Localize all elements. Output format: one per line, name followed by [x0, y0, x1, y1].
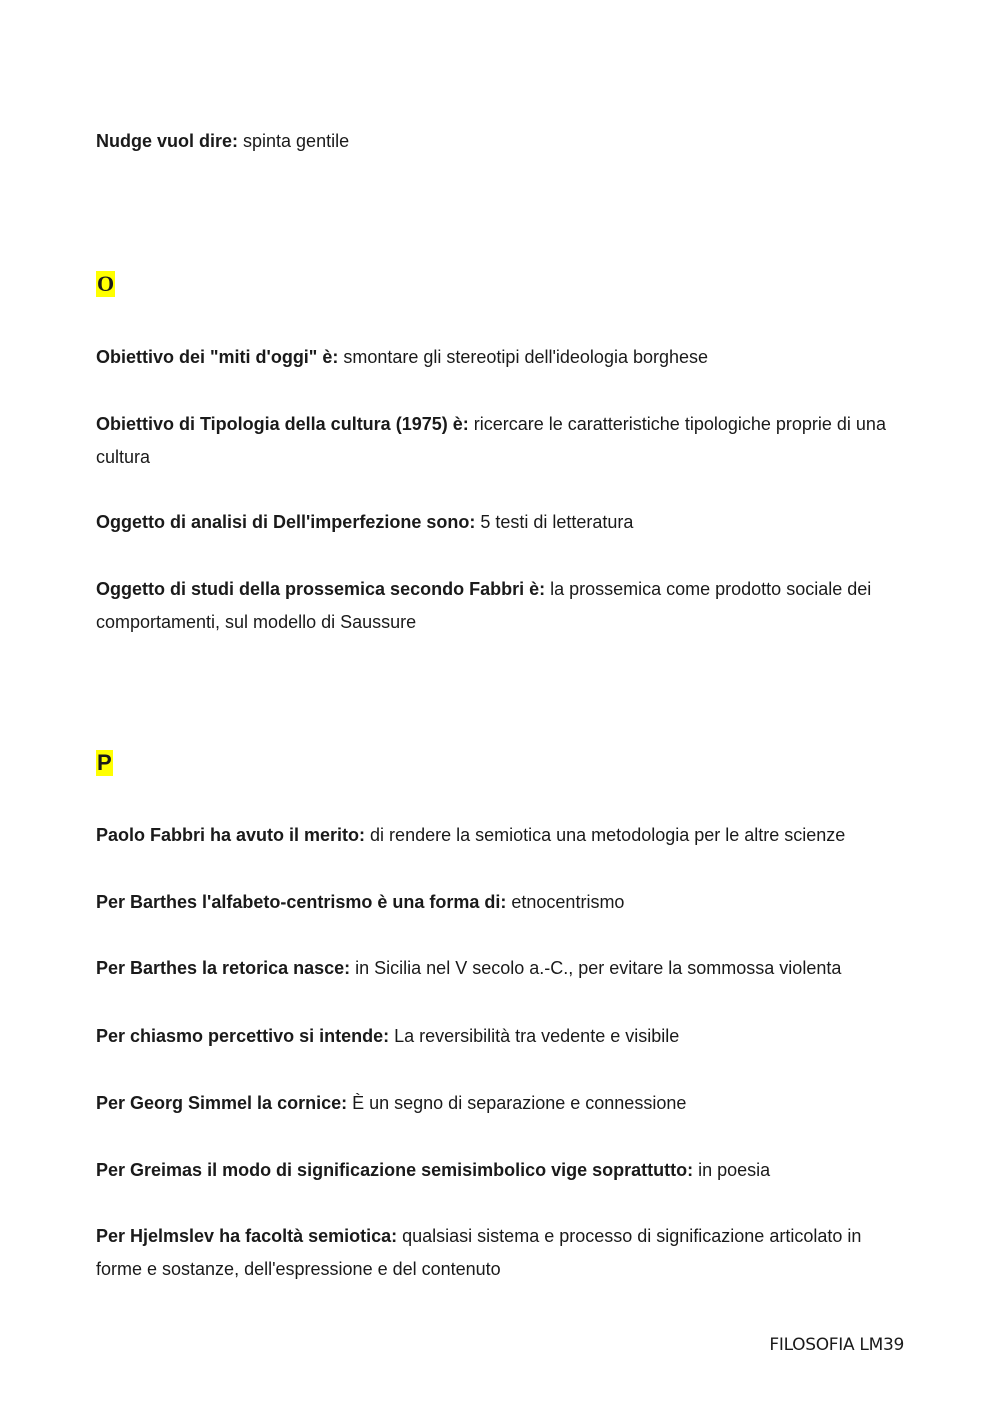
- entry-term: Oggetto di studi della prossemica secondo Fabbri è:: [96, 579, 546, 599]
- entry-definition: È un segno di separazione e connessione: [347, 1093, 687, 1113]
- entry-term: Obiettivo di Tipologia della cultura (1975) è:: [96, 414, 469, 434]
- entry-greimas-semisimbolico: [96, 1154, 906, 1187]
- entry-obiettivo-miti: [96, 341, 906, 374]
- entry-term: Per Barthes l'alfabeto-centrismo è una forma di:: [96, 892, 507, 912]
- entry-paolo-fabbri: [96, 819, 906, 852]
- section-letter-p: P: [97, 750, 112, 775]
- page-footer: FILOSOFIA LM39: [769, 1335, 904, 1355]
- entry-term: Per Barthes la retorica nasce:: [96, 958, 351, 978]
- entry-definition: qualsiasi sistema e processo di significazione articolato in forme e sostanze, dell'espressione e del contenuto: [96, 1226, 862, 1279]
- entry-nudge: [96, 125, 906, 158]
- entry-term: Obiettivo dei "miti d'oggi" è:: [96, 347, 339, 367]
- entry-term: Per Hjelmslev ha facoltà semiotica:: [96, 1226, 398, 1246]
- entry-definition: di rendere la semiotica una metodologia per le altre scienze: [365, 825, 846, 845]
- entry-oggetto-prossemica: [96, 573, 906, 639]
- section-letter-o: O: [97, 271, 115, 296]
- entry-term: Per Greimas il modo di significazione semisimbolico vige soprattutto:: [96, 1160, 694, 1180]
- entry-definition: in poesia: [693, 1160, 771, 1180]
- entry-chiasmo-percettivo: [96, 1020, 906, 1053]
- entry-barthes-retorica: [96, 952, 906, 985]
- entry-term: Nudge vuol dire:: [96, 131, 239, 151]
- entry-definition: La reversibilità tra vedente e visibile: [389, 1026, 680, 1046]
- entry-definition: ricercare le caratteristiche tipologiche proprie di una cultura: [96, 414, 886, 467]
- entry-term: Per chiasmo percettivo si intende:: [96, 1026, 390, 1046]
- entry-definition: spinta gentile: [238, 131, 350, 151]
- entry-oggetto-imperfezione: [96, 506, 906, 539]
- entry-simmel-cornice: [96, 1087, 906, 1120]
- entry-hjelmslev-facolta: [96, 1220, 906, 1286]
- entry-barthes-alfabeto: [96, 886, 906, 919]
- entry-term: Per Georg Simmel la cornice:: [96, 1093, 348, 1113]
- entry-definition: in Sicilia nel V secolo a.-C., per evitare la sommossa violenta: [350, 958, 842, 978]
- entry-definition: la prossemica come prodotto sociale dei comportamenti, sul modello di Saussure: [96, 579, 872, 632]
- entry-definition: 5 testi di letteratura: [475, 512, 634, 532]
- entry-definition: etnocentrismo: [506, 892, 625, 912]
- entry-term: Paolo Fabbri ha avuto il merito:: [96, 825, 366, 845]
- entry-definition: smontare gli stereotipi dell'ideologia borghese: [338, 347, 709, 367]
- entry-obiettivo-tipologia: [96, 408, 906, 474]
- entry-term: Oggetto di analisi di Dell'imperfezione sono:: [96, 512, 476, 532]
